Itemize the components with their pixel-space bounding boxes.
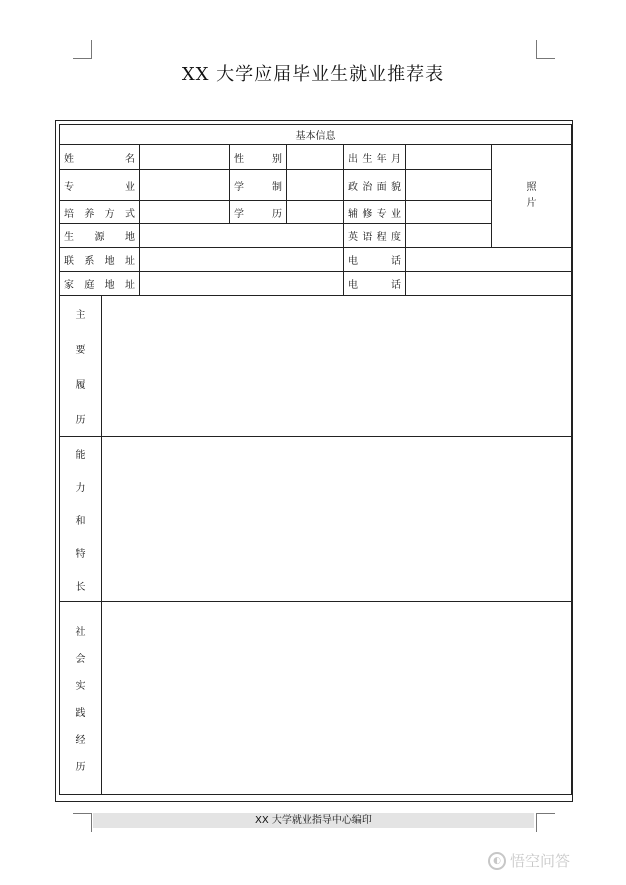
field-phone2[interactable] <box>406 272 572 296</box>
label-english <box>344 224 406 248</box>
watermark <box>488 850 570 871</box>
vertical-label-char: 特 <box>75 548 86 560</box>
label-social-text <box>76 623 86 773</box>
vertical-label-char: 践 <box>75 708 86 719</box>
label-origin <box>60 224 140 248</box>
field-minor[interactable] <box>406 201 492 224</box>
label-contact-addr-text: 联 系 地 址 <box>64 256 135 267</box>
label-phone2-text: 电 话 <box>348 280 401 291</box>
recommendation-form-table <box>59 124 572 795</box>
field-resume[interactable] <box>102 296 572 437</box>
label-politics-text: 政 治 面 貌 <box>348 181 401 193</box>
vertical-label-char: 履 <box>75 380 86 391</box>
watermark-logo-icon: ◐ <box>488 852 506 870</box>
field-contact-addr[interactable] <box>140 248 344 272</box>
label-training <box>60 201 140 224</box>
label-social <box>60 602 102 795</box>
label-birth <box>344 145 406 170</box>
vertical-label-char: 经 <box>75 735 86 746</box>
crop-mark-bottom-right <box>536 813 555 832</box>
label-phone2 <box>344 272 406 296</box>
label-degree <box>230 201 287 224</box>
field-origin[interactable] <box>140 224 344 248</box>
label-duration <box>230 170 287 201</box>
vertical-label-char: 社 <box>75 627 86 638</box>
field-duration[interactable] <box>287 170 344 201</box>
label-resume <box>60 296 102 437</box>
label-minor <box>344 201 406 224</box>
label-duration-text: 学 制 <box>234 181 282 193</box>
label-gender-text: 性 别 <box>234 153 282 165</box>
field-training[interactable] <box>140 201 230 224</box>
label-contact-addr <box>60 248 140 272</box>
vertical-label-char: 会 <box>75 654 86 665</box>
vertical-label-char: 力 <box>75 482 86 494</box>
label-phone-text: 电 话 <box>348 256 401 267</box>
vertical-label-char: 长 <box>75 581 86 593</box>
vertical-label-char: 要 <box>75 345 86 356</box>
vertical-label-char: 主 <box>75 310 86 321</box>
label-politics <box>344 170 406 201</box>
label-name <box>60 145 140 170</box>
label-ability <box>60 437 102 602</box>
photo-box[interactable] <box>492 145 572 248</box>
label-english-text: 英 语 程 度 <box>348 232 401 243</box>
label-major <box>60 170 140 201</box>
photo-label: 照片 <box>526 182 537 209</box>
form-title: XX 大学应届毕业生就业推荐表 <box>181 64 445 85</box>
label-training-text: 培 养 方 式 <box>64 208 135 220</box>
field-major[interactable] <box>140 170 230 201</box>
section-header-basic-info: 基本信息 <box>60 125 572 145</box>
vertical-label-char: 实 <box>75 681 86 692</box>
label-major-text: 专 业 <box>64 181 135 193</box>
vertical-label-char: 历 <box>75 415 86 426</box>
field-english[interactable] <box>406 224 492 248</box>
field-birth[interactable] <box>406 145 492 170</box>
label-resume-text <box>76 306 86 426</box>
footer-bar: XX 大学就业指导中心编印 <box>93 813 534 828</box>
label-name-text: 姓 名 <box>64 153 135 165</box>
field-name[interactable] <box>140 145 230 170</box>
crop-mark-bottom-left <box>73 813 92 832</box>
field-politics[interactable] <box>406 170 492 201</box>
label-birth-text: 出 生 年 月 <box>348 153 401 165</box>
field-home-addr[interactable] <box>140 272 344 296</box>
vertical-label-char: 历 <box>75 762 86 773</box>
label-ability-text <box>76 446 86 593</box>
crop-mark-top-right <box>536 40 555 59</box>
vertical-label-char: 和 <box>75 515 86 527</box>
label-gender <box>230 145 287 170</box>
label-home-addr <box>60 272 140 296</box>
label-minor-text: 辅 修 专 业 <box>348 208 401 220</box>
field-phone[interactable] <box>406 248 572 272</box>
crop-mark-top-left <box>73 40 92 59</box>
field-degree[interactable] <box>287 201 344 224</box>
label-phone <box>344 248 406 272</box>
watermark-text: 悟空问答 <box>510 852 571 870</box>
field-ability[interactable] <box>102 437 572 602</box>
field-social[interactable] <box>102 602 572 795</box>
field-gender[interactable] <box>287 145 344 170</box>
label-degree-text: 学 历 <box>234 208 282 220</box>
vertical-label-char: 能 <box>75 449 86 461</box>
label-origin-text: 生 源 地 <box>64 232 135 243</box>
label-home-addr-text: 家 庭 地 址 <box>64 280 135 291</box>
